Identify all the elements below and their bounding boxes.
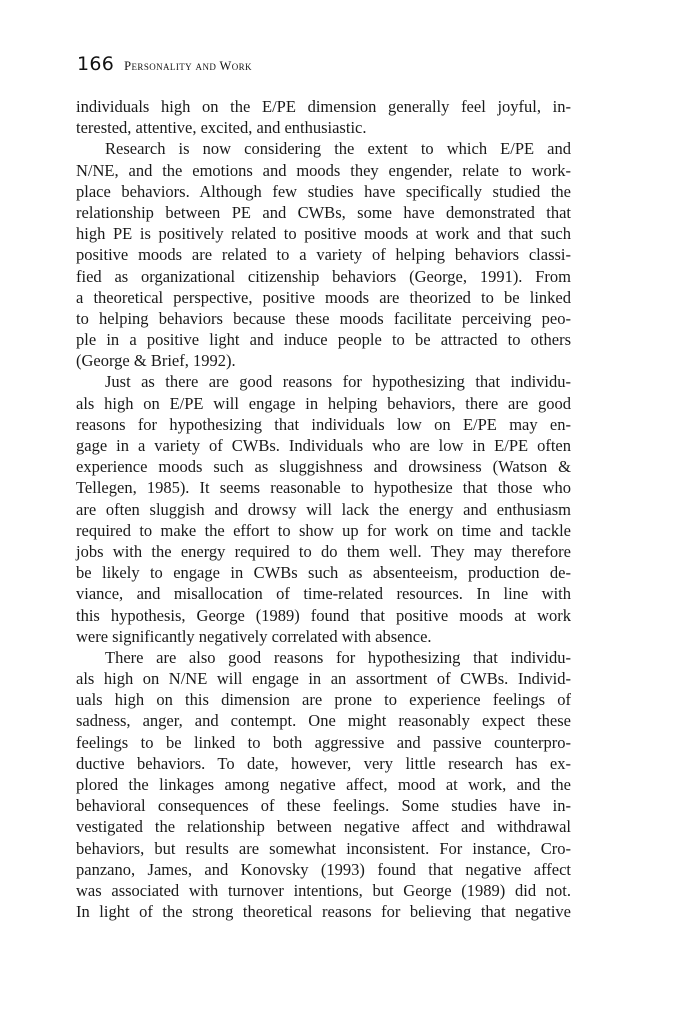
text-line: terested, attentive, excited, and enthusiastic. [76,118,367,138]
text-line: behavioral consequences of these feelings. Some studies have in- [76,796,571,816]
text-line: N/NE, and the emotions and moods they engender, relate to work- [76,160,571,180]
running-head: Personality and Work [124,59,252,73]
text-line: to helping behaviors because these moods facilitate perceiving peo- [76,308,571,328]
page-number: 166 [77,53,115,75]
text-line: plored the linkages among negative affect, mood at work, and the [76,775,571,794]
text-line: required to make the effort to show up for work on time and tackle [76,520,571,540]
text-line: In light of the strong theoretical reasons for believing that negative [76,902,571,922]
text-line: viance, and misallocation of time-related resources. In line with [76,584,571,604]
text-line: place behaviors. Although few studies have specifically studied the [76,181,571,201]
text-line: als high on E/PE will engage in helping behaviors, there are good [76,393,571,413]
text-line: gage in a variety of CWBs. Individuals who are low in E/PE often [76,436,571,455]
text-line: a theoretical perspective, positive moods are theorized to be linked [76,287,571,307]
text-line: experience moods such as sluggishness and drowsiness (Watson & [76,457,571,477]
text-line: (George & Brief, 1992). [76,351,236,371]
text-line: Research is now considering the extent to which E/PE and [105,139,571,159]
text-line: als high on N/NE will engage in an assortment of CWBs. Individ- [76,669,571,689]
text-line: this hypothesis, George (1989) found that positive moods at work [76,605,571,625]
text-line: ple in a positive light and induce people to be attracted to others [76,330,571,350]
text-line: reasons for hypothesizing that individuals low on E/PE may en- [76,414,571,434]
text-line: jobs with the energy required to do them well. They may therefore [76,541,571,561]
text-line: behaviors, but results are somewhat inconsistent. For instance, Cro- [76,838,571,858]
text-line: relationship between PE and CWBs, some have demonstrated that [76,202,571,222]
text-line: fied as organizational citizenship behaviors (George, 1991). From [76,266,571,286]
text-line: positive moods are related to a variety of helping behaviors classi- [76,245,571,265]
text-line: be likely to engage in CWBs such as absenteeism, production de- [76,563,571,583]
text-line: uals high on this dimension are prone to experience feelings of [76,690,571,710]
text-line: are often sluggish and drowsy will lack the energy and enthusiasm [76,499,571,519]
text-line: panzano, James, and Konovsky (1993) found that negative affect [76,859,571,879]
text-line: high PE is positively related to positive moods at work and that such [76,224,571,244]
text-line: feelings to be linked to both aggressive and passive counterpro- [76,732,571,752]
text-line: was associated with turnover intentions, but George (1989) did not. [76,880,571,900]
text-line: were significantly negatively correlated with absence. [76,626,432,646]
text-line: ductive behaviors. To date, however, very little research has ex- [76,753,571,773]
page-header [77,53,252,77]
text-line: sadness, anger, and contempt. One might reasonably expect these [76,711,571,731]
text-line: Tellegen, 1985). It seems reasonable to hypothesize that those who [76,478,571,498]
text-line: Just as there are good reasons for hypothesizing that individu- [105,372,571,392]
body-text [76,96,571,922]
text-line: There are also good reasons for hypothesizing that individu- [105,647,571,667]
text-line: vestigated the relationship between negative affect and withdrawal [76,817,571,837]
text-line: individuals high on the E/PE dimension generally feel joyful, in- [76,97,571,116]
